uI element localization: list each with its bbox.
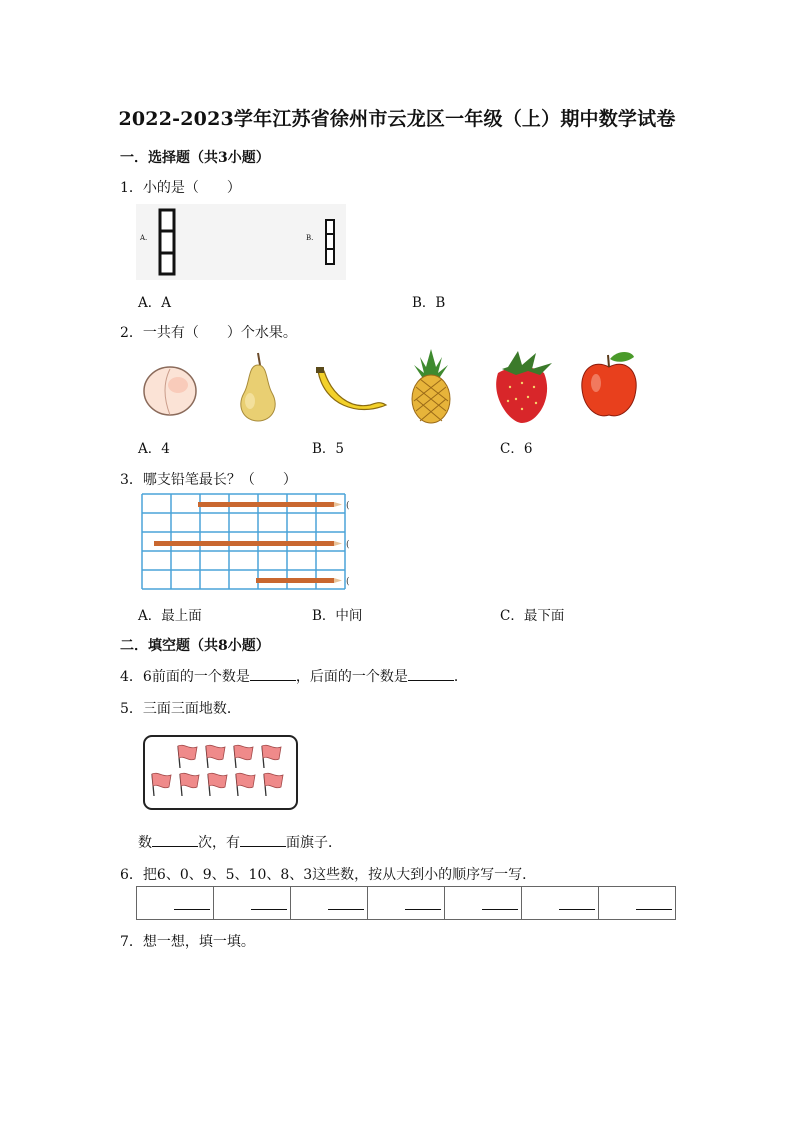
page-title: 2022-2023学年江苏省徐州市云龙区一年级（上）期中数学试卷	[118, 108, 676, 130]
question-3-option-b[interactable]: B．中间	[312, 608, 363, 624]
question-5-fill-part3: 面旗子．	[286, 835, 342, 851]
question-2-option-b[interactable]: B．5	[312, 441, 345, 457]
question-2-text: 2．一共有（ ）个水果。	[120, 325, 297, 341]
section-heading-choice: 一．选择题（共3小题）	[120, 150, 270, 166]
peach-icon	[140, 359, 200, 419]
answer-cell[interactable]	[291, 887, 368, 919]
question-5-blank-flags[interactable]	[240, 834, 286, 847]
svg-text:(: (	[346, 540, 350, 550]
figure-label-b: B.	[306, 234, 314, 242]
short-rectangles-icon	[324, 218, 338, 268]
pear-icon	[230, 349, 286, 423]
question-5-blank-times[interactable]	[152, 834, 198, 847]
answer-cell[interactable]	[522, 887, 599, 919]
question-3-option-a[interactable]: A．最上面	[138, 608, 202, 624]
pencil-top	[198, 502, 342, 507]
section-heading-fill: 二．填空题（共8小题）	[120, 638, 270, 654]
apple-icon	[576, 349, 642, 421]
question-5-fill-part1: 数	[138, 835, 152, 851]
pineapple-icon	[406, 347, 456, 425]
question-2-option-a[interactable]: A．4	[138, 441, 170, 457]
figure-label-a: A.	[140, 234, 148, 242]
question-6-text: 6．把6、0、9、5、10、8、3这些数，按从大到小的顺序写一写．	[120, 867, 537, 883]
question-1-figure	[136, 204, 346, 280]
question-4-part1: 4．6前面的一个数是	[120, 669, 250, 685]
answer-table	[136, 886, 676, 920]
question-4-blank-before[interactable]	[250, 668, 296, 681]
svg-text:(: (	[346, 501, 350, 511]
fruit-row	[136, 345, 648, 429]
question-4-part2: ，后面的一个数是	[295, 669, 408, 685]
question-4-blank-after[interactable]	[408, 668, 454, 681]
question-1-text: 1．小的是（ ）	[120, 180, 241, 196]
question-2-option-c[interactable]: C．6	[500, 441, 533, 457]
answer-cell[interactable]	[599, 887, 675, 919]
answer-cell[interactable]	[137, 887, 214, 919]
svg-text:(: (	[346, 577, 350, 587]
pencil-grid-figure	[140, 492, 354, 592]
pencil-middle	[154, 541, 342, 546]
flags-figure	[142, 734, 300, 812]
question-5-fill-part2: 次，有	[198, 835, 240, 851]
question-7-text: 7．想一想，填一填。	[120, 934, 255, 950]
question-1-option-b[interactable]: B．B	[412, 295, 446, 311]
banana-icon	[314, 365, 390, 419]
question-3-option-c[interactable]: C．最下面	[500, 608, 565, 624]
question-5-text: 5．三面三面地数．	[120, 701, 241, 717]
question-5-fill	[138, 832, 342, 852]
pencil-bottom	[256, 578, 342, 583]
question-3-text: 3．哪支铅笔最长？（ ）	[120, 472, 297, 488]
question-4	[120, 666, 468, 686]
strawberry-icon	[488, 347, 562, 425]
answer-cell[interactable]	[368, 887, 445, 919]
answer-cell[interactable]	[445, 887, 522, 919]
answer-cell[interactable]	[214, 887, 291, 919]
question-4-part3: ．	[453, 669, 468, 685]
question-1-option-a[interactable]: A．A	[138, 295, 171, 311]
tall-rectangles-icon	[158, 208, 178, 276]
